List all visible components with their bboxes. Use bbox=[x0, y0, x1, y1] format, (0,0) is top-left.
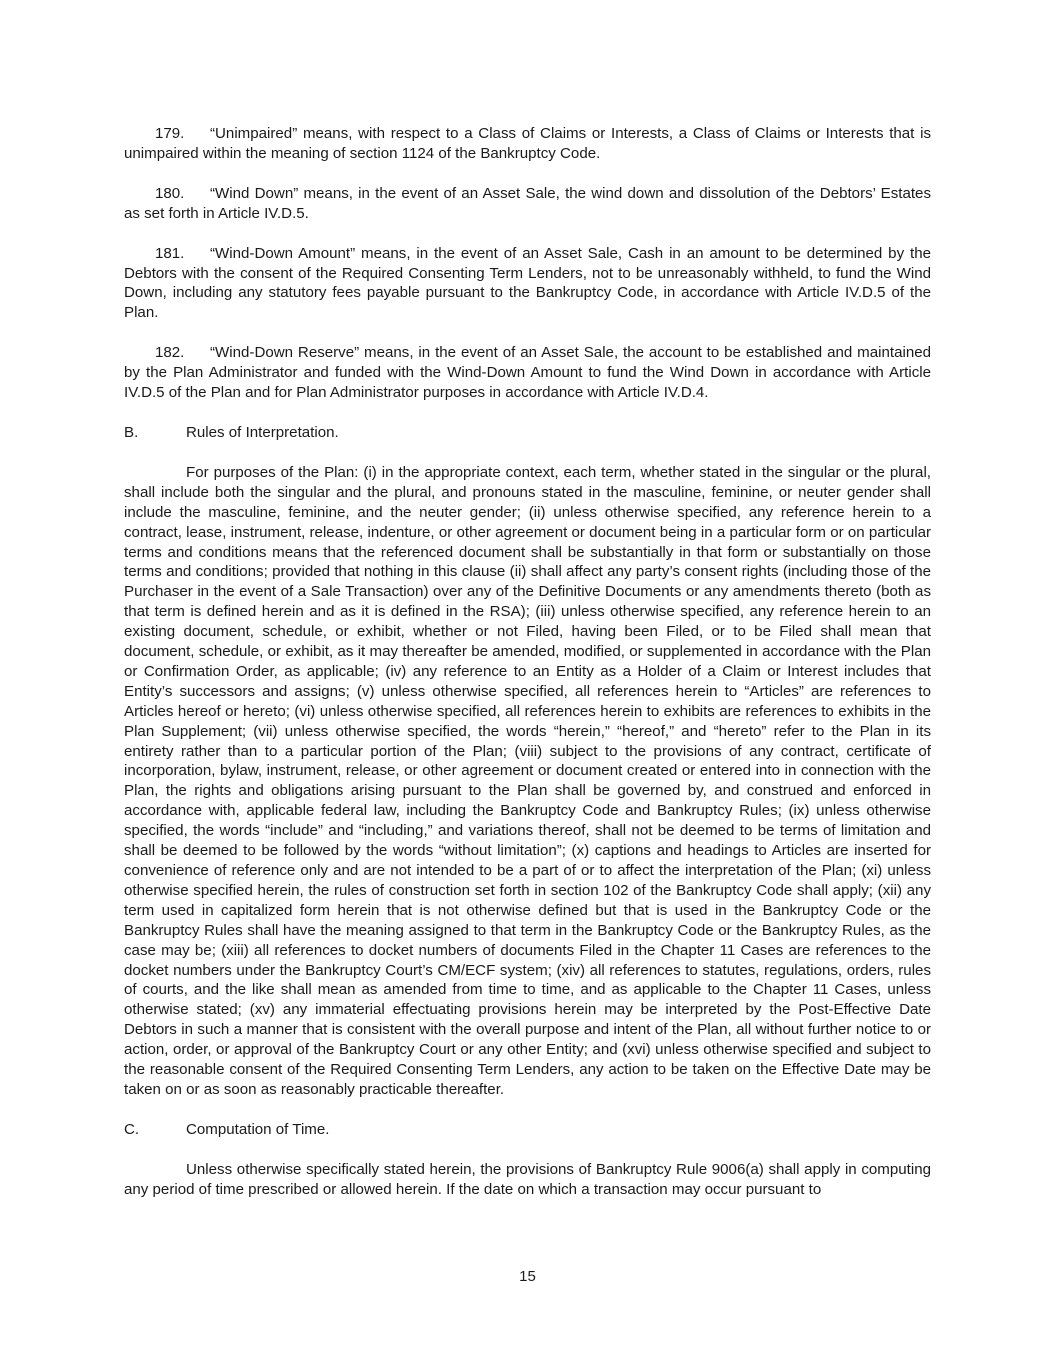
section-title: Rules of Interpretation. bbox=[186, 423, 339, 441]
definition-text: “Wind-Down Reserve” means, in the event of an Asset Sale, the account to be established and maintained by the Plan Administrator and funded with the Wind-Down Amount to fund the Wind Down in accordance with Article IV.D.5 of the Plan and for Plan Administrator purposes in accordance with Article IV.D.4. bbox=[124, 344, 931, 402]
definition-179 bbox=[124, 124, 931, 164]
definition-number: 179. bbox=[155, 125, 185, 142]
definition-181 bbox=[124, 244, 931, 324]
rules-of-interpretation-paragraph: For purposes of the Plan: (i) in the appropriate context, each term, whether stated in the singular or the plural, shall include both the singular and the plural, and pronouns stated in the masculine, feminine, or neuter gender shall include the masculine, feminine, and the neuter gender; (ii) unless otherwise specified, any reference herein to a contract, lease, instrument, release, indenture, or other agreement or document being in a particular form or on particular terms and conditions means that the referenced document shall be substantially in that form or substantially on those terms and conditions; provided that nothing in this clause (ii) shall affect any party’s consent rights (including those of the Purchaser in the event of a Sale Transaction) over any of the Definitive Documents or any amendments thereto (both as that term is defined herein and as it is defined in the RSA); (iii) unless otherwise specified, any reference herein to an existing document, schedule, or exhibit, whether or not Filed, having been Filed, or to be Filed shall mean that document, schedule, or exhibit, as it may thereafter be amended, modified, or supplemented in accordance with the Plan or Confirmation Order, as applicable; (iv) any reference to an Entity as a Holder of a Claim or Interest includes that Entity’s successors and assigns; (v) unless otherwise specified, all references herein to “Articles” are references to Articles hereof or hereto; (vi) unless otherwise specified, all references herein to exhibits are references to exhibits in the Plan Supplement; (vii) unless otherwise specified, the words “herein,” “hereof,” and “hereto” refer to the Plan in its entirety rather than to a particular portion of the Plan; (viii) subject to the provisions of any contract, certificate of incorporation, bylaw, instrument, release, or other agreement or document created or entered into in connection with the Plan, the rights and obligations arising pursuant to the Plan shall be governed by, and construed and enforced in accordance with, applicable federal law, including the Bankruptcy Code and Bankruptcy Rules; (ix) unless otherwise specified, the words “include” and “including,” and variations thereof, shall not be deemed to be terms of limitation and shall be deemed to be followed by the words “without limitation”; (x) captions and headings to Articles are inserted for convenience of reference only and are not intended to be a part of or to affect the interpretation of the Plan; (xi) unless otherwise specified herein, the rules of construction set forth in section 102 of the Bankruptcy Code shall apply; (xii) any term used in capitalized form herein that is not otherwise defined but that is used in the Bankruptcy Code or the Bankruptcy Rules shall have the meaning assigned to that term in the Bankruptcy Code or the Bankruptcy Rules, as the case may be; (xiii) all references to docket numbers of documents Filed in the Chapter 11 Cases are references to the docket numbers under the Bankruptcy Court’s CM/ECF system; (xiv) all references to statutes, regulations, orders, rules of courts, and the like shall mean as amended from time to time, and as applicable to the Chapter 11 Cases, unless otherwise stated; (xv) any immaterial effectuating provisions herein may be interpreted by the Post-Effective Date Debtors in such a manner that is consistent with the overall purpose and intent of the Plan, all without further notice to or action, order, or approval of the Bankruptcy Court or any other Entity; and (xvi) unless otherwise specified and subject to the reasonable consent of the Required Consenting Term Lenders, any action to be taken on the Effective Date may be taken on or as soon as reasonably practicable thereafter. bbox=[124, 463, 931, 1098]
section-c-heading bbox=[124, 1120, 931, 1140]
definition-number: 182. bbox=[155, 344, 185, 362]
computation-of-time-paragraph: Unless otherwise specifically stated herein, the provisions of Bankruptcy Rule 9006(a) shall apply in computing any period of time prescribed or allowed herein. If the date on which a transaction may occur pursuant to bbox=[124, 1160, 931, 1198]
definition-text: “Unimpaired” means, with respect to a Class of Claims or Interests, a Class of Claims or Interests that is unimpaired within the meaning of section 1124 of the Bankruptcy Code. bbox=[124, 125, 931, 162]
definition-text: “Wind Down” means, in the event of an Asset Sale, the wind down and dissolution of the Debtors’ Estates as set forth in Article IV.D.5. bbox=[124, 184, 931, 222]
definition-182 bbox=[124, 343, 931, 403]
definition-number: 180. bbox=[155, 184, 185, 202]
section-letter: B. bbox=[124, 423, 139, 441]
section-title: Computation of Time. bbox=[186, 1120, 330, 1138]
document-page bbox=[124, 124, 931, 1220]
definition-text: “Wind-Down Amount” means, in the event of an Asset Sale, Cash in an amount to be determined by the Debtors with the consent of the Required Consenting Term Lenders, not to be unreasonably withheld, to fund the Wind Down, including any statutory fees payable pursuant to the Bankruptcy Code, in accordance with Article IV.D.5 of the Plan. bbox=[124, 244, 931, 322]
section-b-heading bbox=[124, 423, 931, 443]
definition-180 bbox=[124, 184, 931, 224]
section-letter: C. bbox=[124, 1120, 140, 1138]
definition-number: 181. bbox=[155, 244, 185, 262]
page-number: 15 bbox=[519, 1268, 536, 1285]
